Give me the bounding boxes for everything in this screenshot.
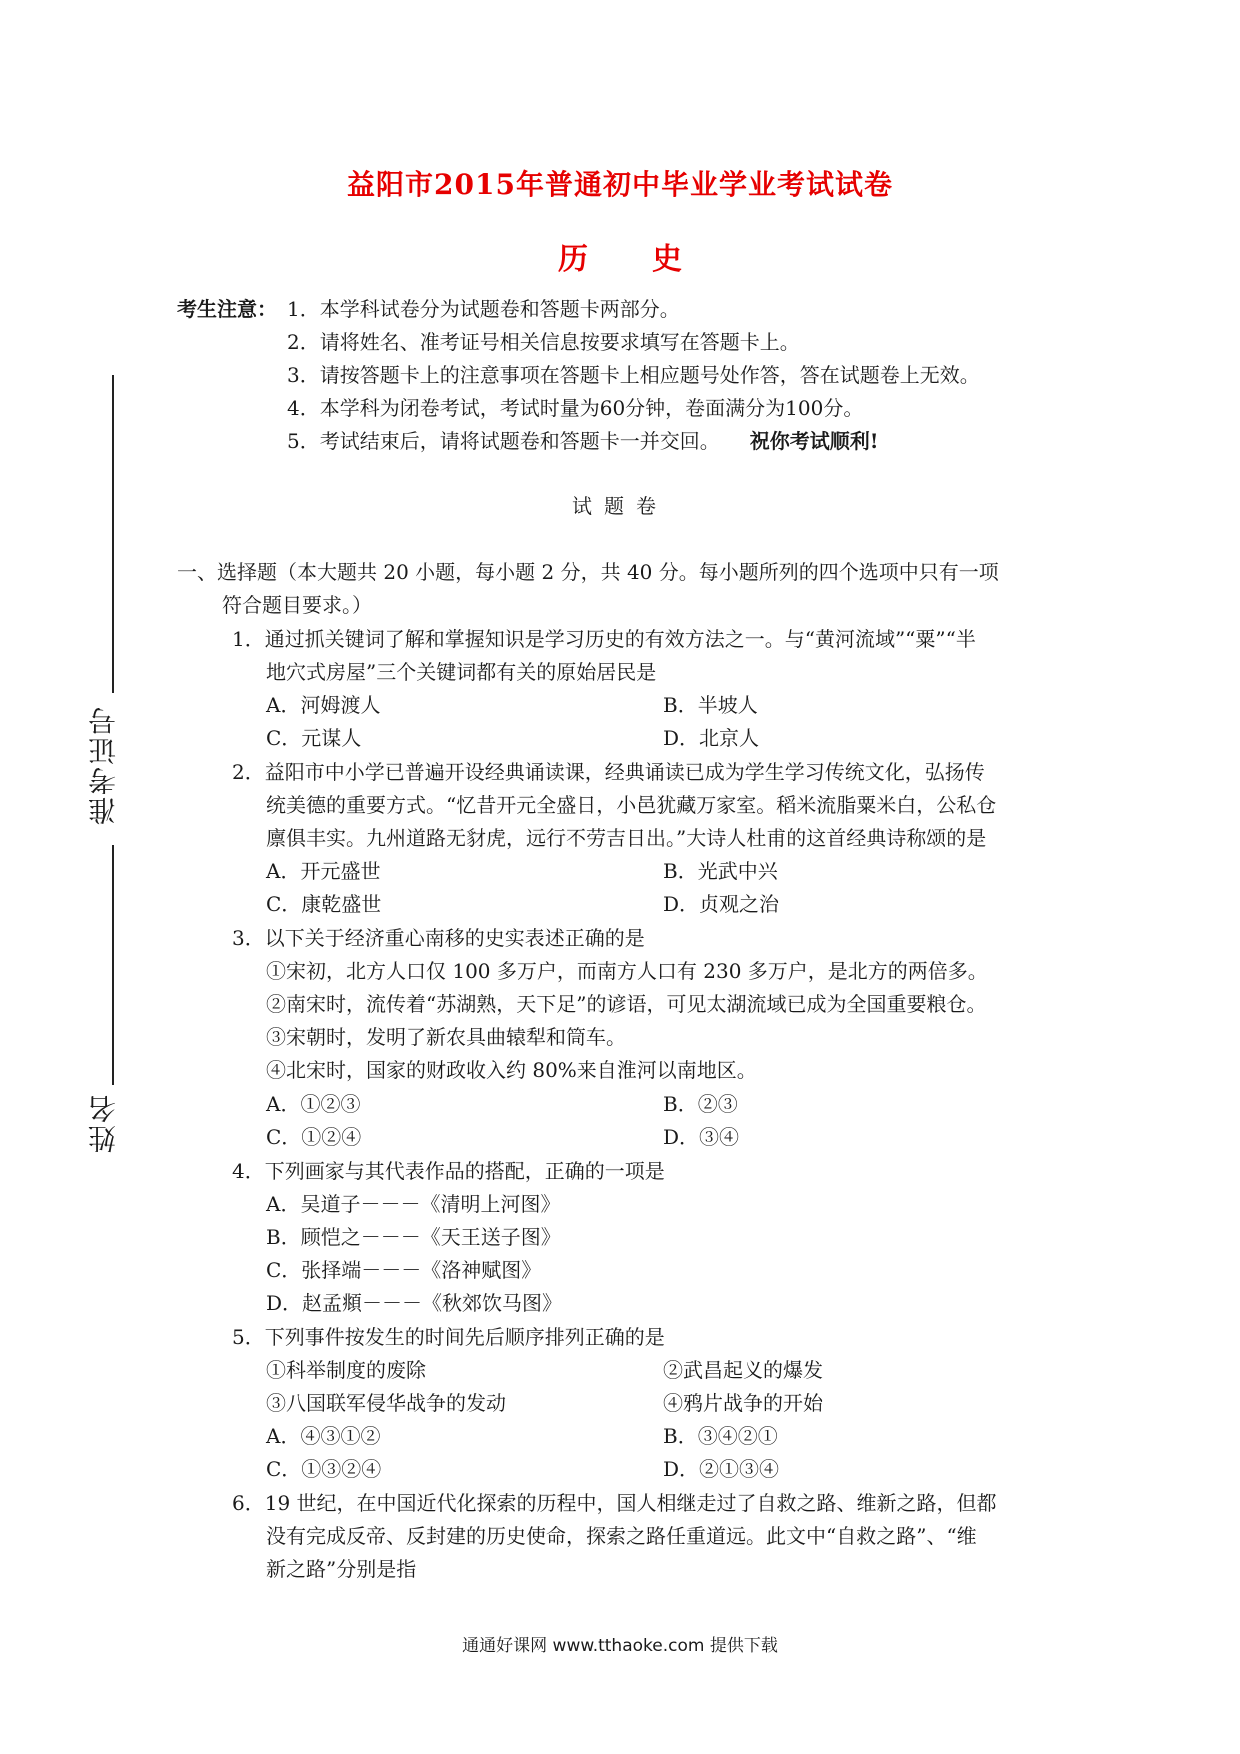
- q5-option-b: B．③④②①: [663, 1424, 778, 1448]
- q5-option-d: D．②①③④: [663, 1457, 780, 1481]
- q1-option-b: B．半坡人: [663, 693, 758, 717]
- q5-stem: 5．下列事件按发生的时间先后顺序排列正确的是: [232, 1325, 665, 1349]
- subject-title: [0, 234, 1240, 278]
- notice-label: 考生注意：: [177, 297, 277, 321]
- q6-stem-cont: 没有完成反帝、反封建的历史使命，探索之路任重道远。此文中“自救之路”、“维: [266, 1524, 977, 1548]
- name-line: [112, 845, 114, 1085]
- section-title: 试题卷: [572, 494, 668, 518]
- section1-heading-cont: 符合题目要求。）: [222, 593, 372, 617]
- name-label: 姓名: [87, 1093, 120, 1153]
- notice-item: 3．请按答题卡上的注意事项在答题卡上相应题号处作答，答在试题卷上无效。: [287, 363, 980, 387]
- q3-statement-1: ①宋初，北方人口仅 100 多万户，而南方人口有 230 多万户，是北方的两倍多。: [266, 959, 988, 983]
- notice-item: 1．本学科试卷分为试题卷和答题卡两部分。: [287, 297, 680, 321]
- q5-event-2: ②武昌起义的爆发: [663, 1358, 823, 1382]
- q2-option-d: D．贞观之治: [663, 892, 780, 916]
- q3-statement-3: ③宋朝时，发明了新农具曲辕犁和筒车。: [266, 1025, 626, 1049]
- q3-option-a: A．①②③: [266, 1092, 361, 1116]
- q1-stem: 1．通过抓关键词了解和掌握知识是学习历史的有效方法之一。与“黄河流域”“粟”“半: [232, 627, 976, 651]
- blessing: 祝你考试顺利!: [749, 429, 879, 453]
- admission-number-label: 准考证号: [87, 705, 120, 825]
- q2-stem-cont: 廪俱丰实。九州道路无豺虎，远行不劳吉日出。”大诗人杜甫的这首经典诗称颂的是: [266, 826, 987, 850]
- q2-option-c: C．康乾盛世: [266, 892, 382, 916]
- q3-statement-4: ④北宋时，国家的财政收入约 80%来自淮河以南地区。: [266, 1058, 757, 1082]
- q2-stem: 2．益阳市中小学已普遍开设经典诵读课，经典诵读已成为学生学习传统文化，弘扬传: [232, 760, 985, 784]
- q1-option-a: A．河姆渡人: [266, 693, 381, 717]
- q3-stem: 3．以下关于经济重心南移的史实表述正确的是: [232, 926, 645, 950]
- q5-option-a: A．④③①②: [266, 1424, 381, 1448]
- q1-option-c: C．元谋人: [266, 726, 362, 750]
- q3-option-d: D．③④: [663, 1125, 740, 1149]
- q3-option-c: C．①②④: [266, 1125, 362, 1149]
- notice-item-text: 5．考试结束后，请将试题卷和答题卡一并交回。: [287, 429, 720, 453]
- q1-option-d: D．北京人: [663, 726, 760, 750]
- q5-event-3: ③八国联军侵华战争的发动: [266, 1391, 506, 1415]
- q6-stem: 6．19 世纪，在中国近代化探索的历程中，国人相继走过了自救之路、维新之路，但都: [232, 1491, 997, 1515]
- footer-watermark: 通通好课网 www.tthaoke.com 提供下载: [462, 1636, 778, 1656]
- notice-item: 4．本学科为闭卷考试，考试时量为60分钟，卷面满分为100分。: [287, 396, 864, 420]
- q2-stem-cont: 统美德的重要方式。“忆昔开元全盛日，小邑犹藏万家室。稻米流脂粟米白，公私仓: [266, 793, 997, 817]
- section1-heading: 一、选择题（本大题共 20 小题，每小题 2 分，共 40 分。每小题所列的四个选项中只有一项: [177, 560, 999, 584]
- q4-stem: 4．下列画家与其代表作品的搭配，正确的一项是: [232, 1159, 665, 1183]
- subject-char-left: 历: [558, 242, 588, 277]
- q5-event-4: ④鸦片战争的开始: [663, 1391, 823, 1415]
- q1-stem-cont: 地穴式房屋”三个关键词都有关的原始居民是: [266, 660, 657, 684]
- notice-item-last: [287, 425, 879, 454]
- q4-option-d: D．赵孟頫－－－《秋郊饮马图》: [266, 1291, 563, 1315]
- notice-item: 2．请将姓名、准考证号相关信息按要求填写在答题卡上。: [287, 330, 800, 354]
- q5-option-c: C．①③②④: [266, 1457, 382, 1481]
- q4-option-b: B．顾恺之－－－《天王送子图》: [266, 1225, 561, 1249]
- q2-option-b: B．光武中兴: [663, 859, 778, 883]
- q3-statement-2: ②南宋时，流传着“苏湖熟，天下足”的谚语，可见太湖流域已成为全国重要粮仓。: [266, 992, 987, 1016]
- q4-option-a: A．吴道子－－－《清明上河图》: [266, 1192, 561, 1216]
- q2-option-a: A．开元盛世: [266, 859, 381, 883]
- exam-title: 益阳市2015年普通初中毕业学业考试试卷: [347, 168, 893, 201]
- q6-stem-cont: 新之路”分别是指: [266, 1557, 417, 1581]
- admission-number-line: [112, 375, 114, 693]
- q4-option-c: C．张择端－－－《洛神赋图》: [266, 1258, 542, 1282]
- q5-event-1: ①科举制度的废除: [266, 1358, 426, 1382]
- q3-option-b: B．②③: [663, 1092, 738, 1116]
- subject-char-right: 史: [652, 242, 682, 277]
